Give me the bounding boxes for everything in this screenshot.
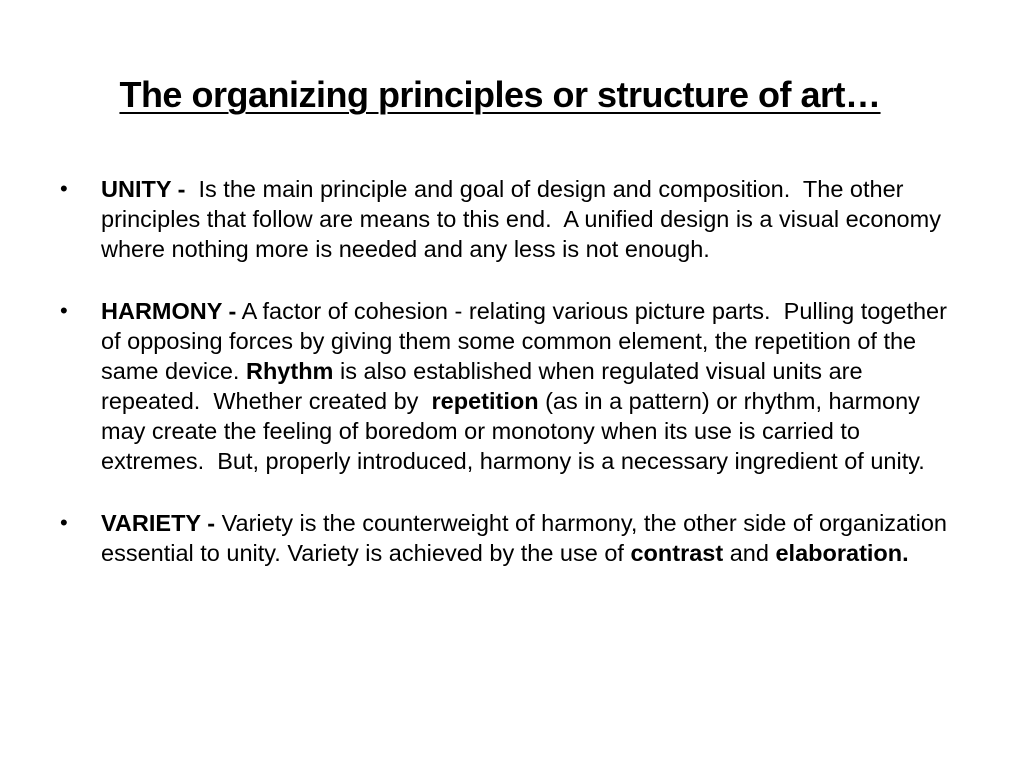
bullet-term: VARIETY - [101,510,216,536]
bullet-text: and [723,540,776,566]
bullet-harmony [60,296,960,476]
bullet-icon: • [60,298,68,323]
bullet-term: HARMONY - [101,298,237,324]
bullet-icon: • [60,510,68,535]
slide-title: The organizing principles or structure of art… [119,74,881,115]
keyword-elaboration: elaboration. [775,540,909,566]
bullet-list [60,174,960,600]
bullet-unity [60,174,960,264]
keyword-repetition: repetition [431,388,539,414]
keyword-rhythm: Rhythm [245,358,334,384]
bullet-text: (as in a pattern) or rhythm, harmony may create the feeling of boredom or monotony when its use is carried to extremes. But, properly introduced, harmony is a necessary ingredient of unity. [101,388,927,474]
bullet-text: Variety is the counterweight of harmony, the other side of organization essential to unity. Variety is achieved by the use of [101,510,954,566]
bullet-text: Is the main principle and goal of design and composition. The other principles that follow are means to this end. A unified design is a visual economy where nothing more is needed and any less is not enough. [101,176,948,262]
bullet-text: A factor of cohesion - relating various picture parts. Pulling together of opposing forces by giving them some common element, the repetition of the same device. [101,298,954,384]
bullet-icon: • [60,176,68,201]
bullet-text: is also established when regulated visual units are repeated. Whether created by [101,358,870,414]
bullet-variety [60,508,960,568]
bullet-term: UNITY - [101,176,186,202]
keyword-contrast: contrast [630,540,724,566]
